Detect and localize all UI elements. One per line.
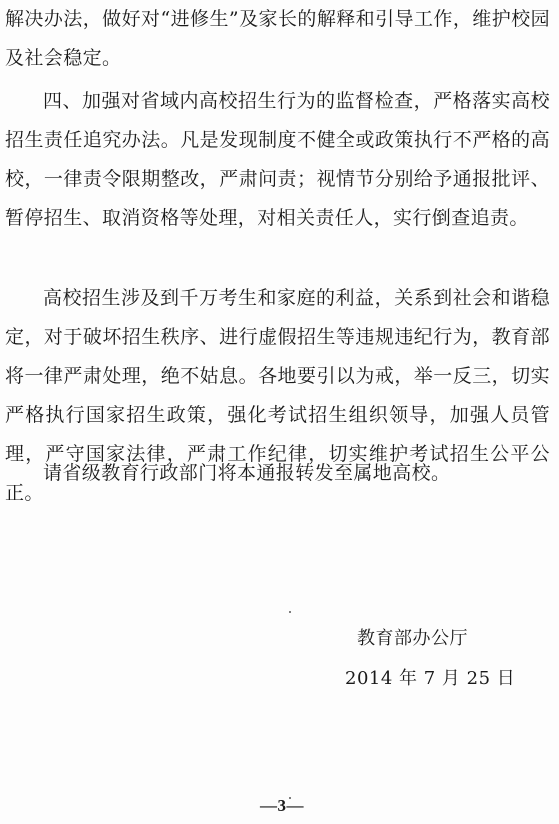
paragraph-supervision: 四、加强对省域内高校招生行为的监督检查，严格落实高校招生责任追究办法。凡是发现制度不健全或政策执行不严格的高校，一律责令限期整改，严肃问责；视情节分别给予通报批评、暂停招生、取消资格等处理，对相关责任人，实行倒查追责。	[5, 90, 550, 229]
page-number: —3—	[260, 796, 304, 815]
scan-speck	[289, 611, 291, 613]
paragraph-enforcement: 高校招生涉及到千万考生和家庭的利益，关系到社会和谐稳定，对于破坏招生秩序、进行虚假招生等违规违纪行为，教育部将一律严肃处理，绝不姑息。各地要引以为戒，举一反三，切实严格执行国家招生政策，强化考试招生组织领导，加强人员管理，严守国家法律，严肃工作纪律，切实维护考试招生公平公正。	[5, 287, 550, 504]
paragraph-continuation: 解决办法，做好对“进修生”及家长的解释和引导工作，维护校园及社会稳定。	[5, 8, 550, 69]
paragraph-forwarding-request: 请省级教育行政部门将本通报转发至属地高校。	[43, 462, 451, 484]
signature-organization: 教育部办公厅	[357, 628, 468, 649]
signature-date: 2014 年 7 月 25 日	[345, 668, 516, 689]
